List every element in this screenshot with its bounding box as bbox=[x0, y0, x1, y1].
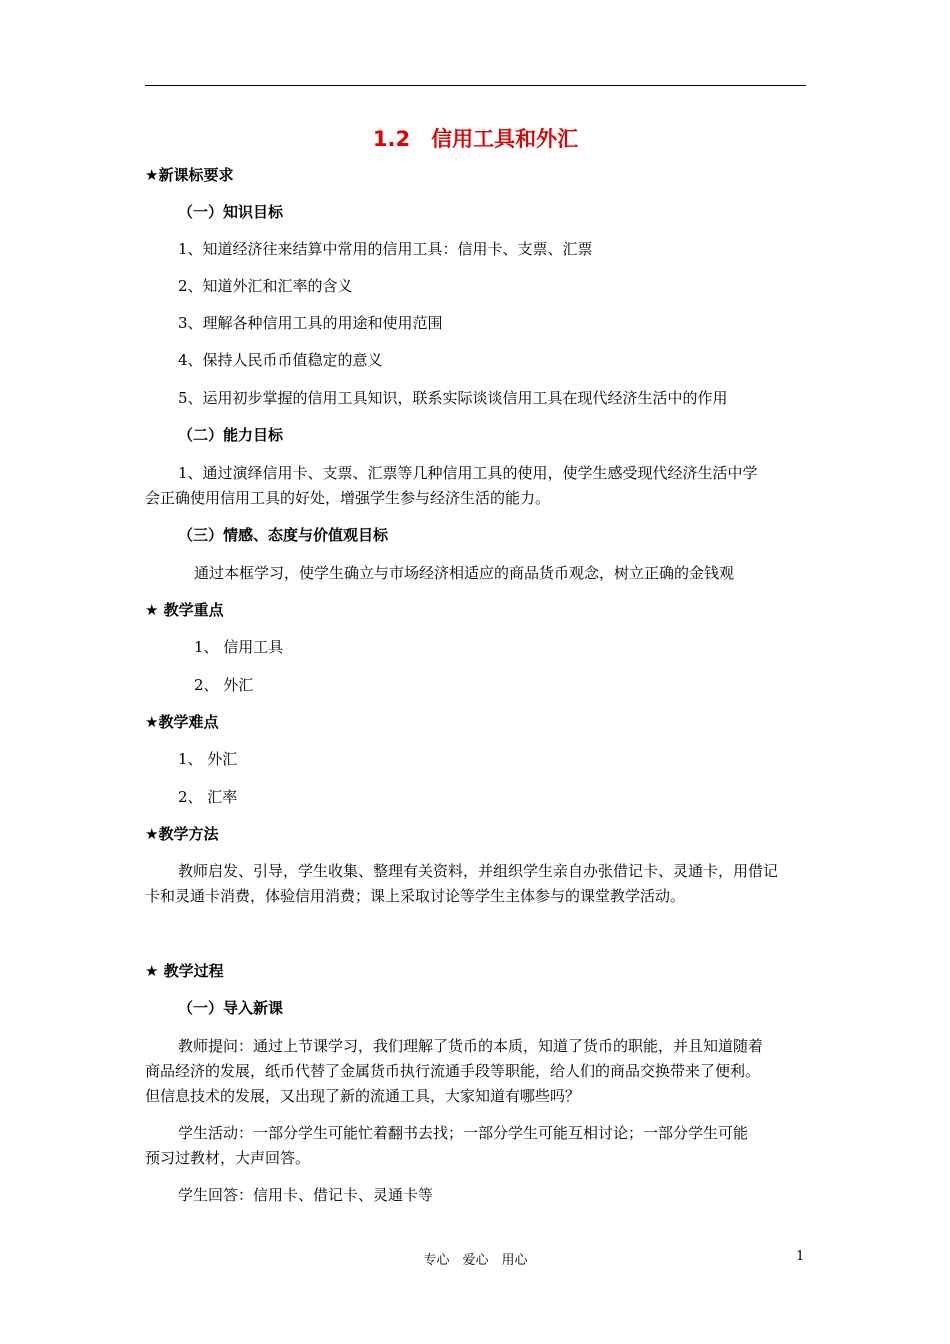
paragraph-line: 教师提问：通过上节课学习，我们理解了货币的本质，知道了货币的职能，并且知道随着 bbox=[178, 1037, 764, 1055]
paragraph-line: 会正确使用信用工具的好处，增强学生参与经济生活的能力。 bbox=[145, 489, 551, 507]
key-points-heading: ★ 教学重点 bbox=[145, 601, 224, 619]
page-footer: 专心 爱心 用心 bbox=[423, 1253, 528, 1268]
list-item: 1、 外汇 bbox=[178, 750, 238, 768]
list-item: 2、 外汇 bbox=[194, 676, 254, 694]
paragraph-line: 商品经济的发展，纸币代替了金属货币执行流通手段等职能，给人们的商品交换带来了便利。 bbox=[145, 1062, 761, 1080]
paragraph-line: 卡和灵通卡消费，体验信用消费；课上采取讨论等学生主体参与的课堂教学活动。 bbox=[145, 887, 686, 905]
emotion-goal-heading: （三）情感、态度与价值观目标 bbox=[178, 526, 389, 544]
paragraph-line: 教师启发、引导，学生收集、整理有关资料，并组织学生亲自办张借记卡、灵通卡，用借记 bbox=[178, 862, 779, 880]
intro-heading: （一）导入新课 bbox=[178, 999, 284, 1017]
knowledge-goal-heading: （一）知识目标 bbox=[178, 203, 284, 221]
header-rule bbox=[145, 85, 806, 86]
list-item: 1、知道经济往来结算中常用的信用工具：信用卡、支票、汇票 bbox=[178, 240, 593, 258]
paragraph-line: 学生回答：信用卡、借记卡、灵通卡等 bbox=[178, 1186, 434, 1204]
list-item: 5、运用初步掌握的信用工具知识，联系实际谈谈信用工具在现代经济生活中的作用 bbox=[178, 389, 728, 407]
process-heading: ★ 教学过程 bbox=[145, 962, 224, 980]
paragraph-line: 学生活动：一部分学生可能忙着翻书去找；一部分学生可能互相讨论；一部分学生可能 bbox=[178, 1124, 749, 1142]
list-item: 2、知道外汇和汇率的含义 bbox=[178, 277, 353, 295]
curriculum-heading: ★新课标要求 bbox=[145, 166, 234, 184]
list-item: 4、保持人民币币值稳定的意义 bbox=[178, 351, 383, 369]
methods-heading: ★教学方法 bbox=[145, 825, 219, 843]
page-number: 1 bbox=[796, 1249, 805, 1264]
ability-goal-heading: （二）能力目标 bbox=[178, 426, 284, 444]
paragraph-line: 但信息技术的发展，又出现了新的流通工具，大家知道有哪些吗？ bbox=[145, 1087, 581, 1105]
paragraph-line: 1、通过演绎信用卡、支票、汇票等几种信用工具的使用，使学生感受现代经济生活中学 bbox=[178, 464, 758, 482]
paragraph-line: 预习过教材，大声回答。 bbox=[145, 1149, 311, 1167]
list-item: 2、 汇率 bbox=[178, 788, 238, 806]
list-item: 1、 信用工具 bbox=[194, 638, 284, 656]
page-title: 1.2 信用工具和外汇 bbox=[372, 127, 579, 151]
list-item: 3、理解各种信用工具的用途和使用范围 bbox=[178, 314, 443, 332]
paragraph-line: 通过本框学习，使学生确立与市场经济相适应的商品货币观念，树立正确的金钱观 bbox=[194, 564, 735, 582]
difficulties-heading: ★教学难点 bbox=[145, 713, 219, 731]
